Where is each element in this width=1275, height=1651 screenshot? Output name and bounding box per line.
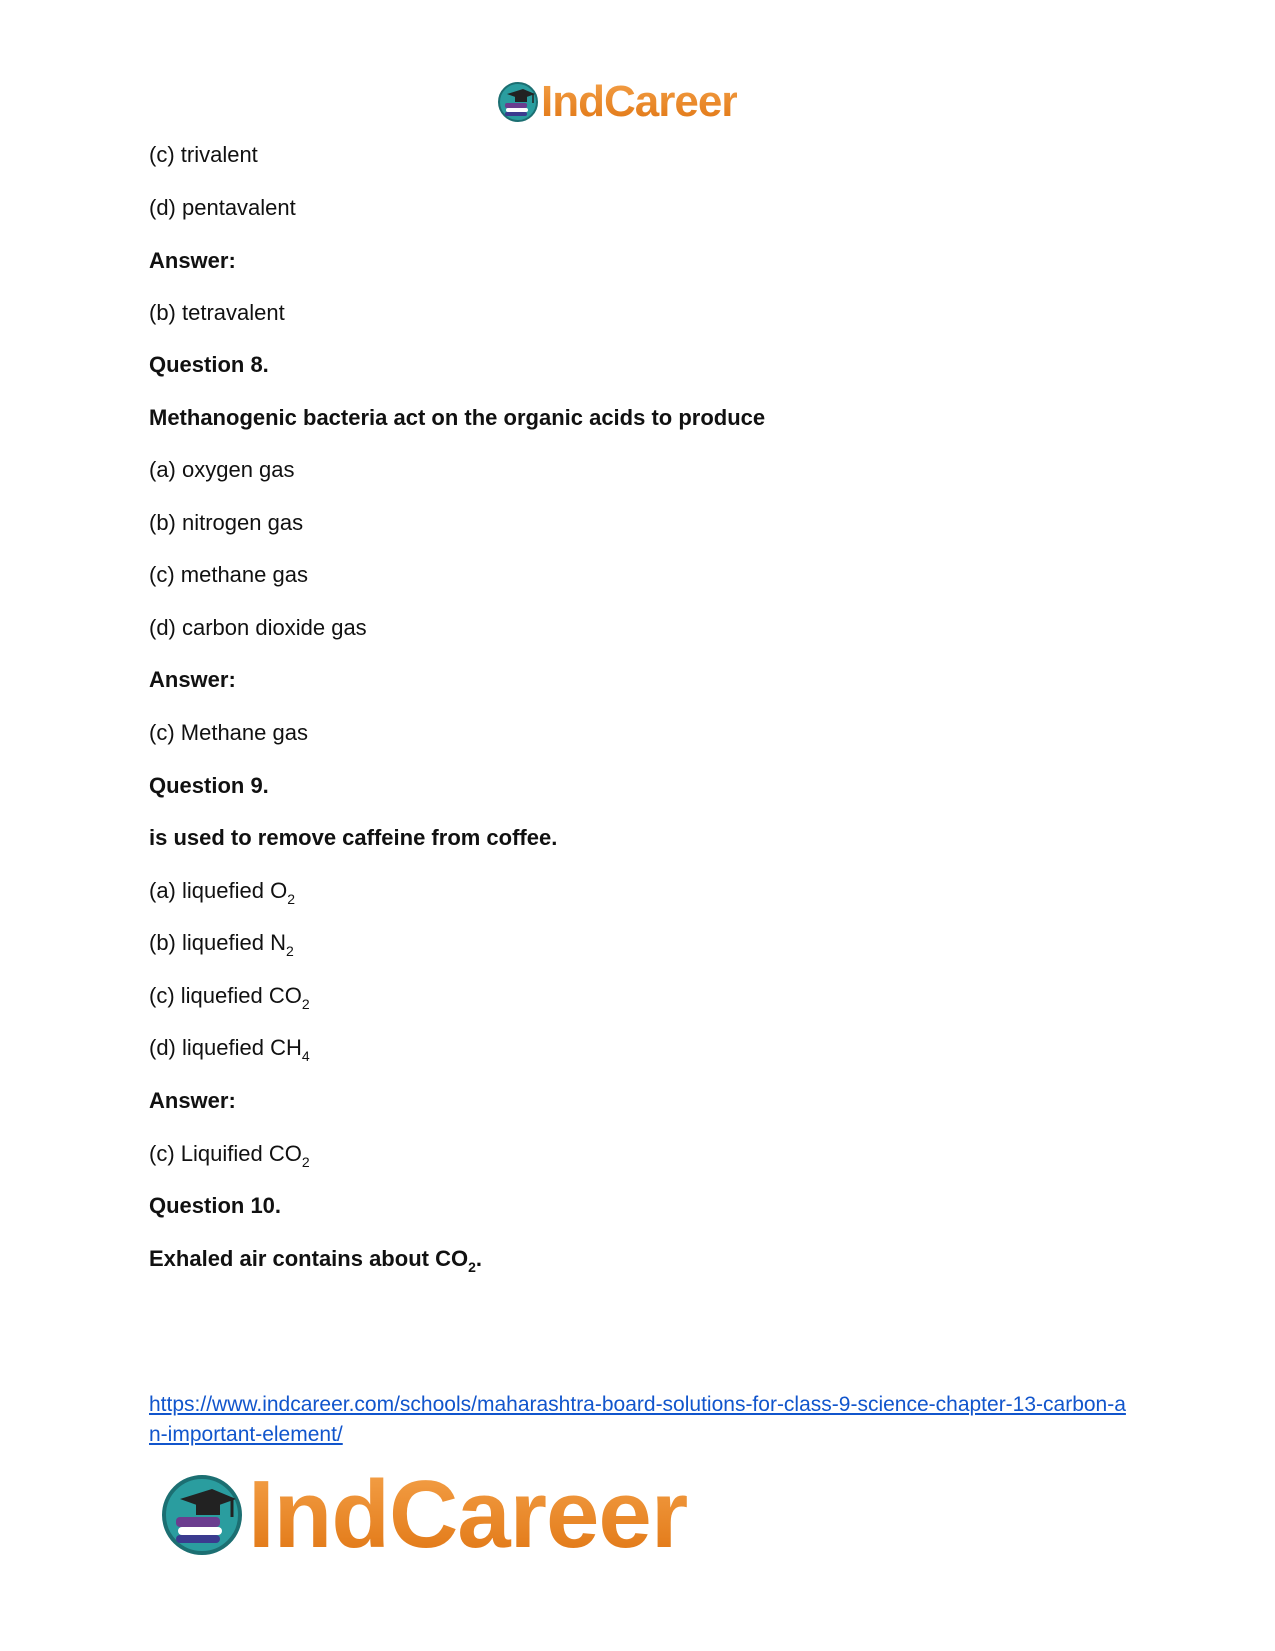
answer-value: (c) Liquified CO [149, 1141, 302, 1166]
option-b: (b) nitrogen gas [149, 510, 304, 535]
subscript: 2 [301, 996, 310, 1012]
option-text: (a) liquefied O [149, 878, 288, 903]
option-d: (d) carbon dioxide gas [149, 615, 367, 640]
option-c: (c) methane gas [149, 562, 308, 587]
question-value: Exhaled air contains about CO [149, 1246, 469, 1271]
source-link[interactable]: https://www.indcareer.com/schools/maharashtra-board-solutions-for-class-9-science-chapter-13-carbon-an-important-element/ [149, 1393, 1126, 1446]
footer-logo [160, 1461, 688, 1568]
answer-label: Answer: [149, 667, 236, 692]
option-a [149, 878, 295, 907]
logo-wordmark: IndCareer [248, 1461, 688, 1568]
subscript: 4 [301, 1048, 310, 1064]
question-text: is used to remove caffeine from coffee. [149, 825, 558, 850]
option-text: (d) liquefied CH [149, 1035, 302, 1060]
option-b [149, 930, 294, 959]
subscript: 2 [301, 1154, 310, 1170]
option-c-trivalent: (c) trivalent [149, 142, 258, 167]
question-heading: Question 9. [149, 773, 269, 798]
option-d [149, 1035, 310, 1064]
subscript: 2 [468, 1259, 476, 1275]
graduation-cap-icon [160, 1473, 244, 1557]
answer-text: (b) tetravalent [149, 300, 285, 325]
question-heading: Question 8. [149, 352, 269, 377]
question-text: Methanogenic bacteria act on the organic acids to produce [149, 405, 766, 430]
option-text: (b) liquefied N [149, 930, 286, 955]
option-text: (c) liquefied CO [149, 983, 302, 1008]
logo-wordmark: IndCareer [541, 77, 738, 126]
option-a: (a) oxygen gas [149, 457, 295, 482]
subscript: 2 [285, 943, 294, 959]
header-logo [497, 78, 737, 126]
answer-text [149, 1141, 310, 1170]
question-end: . [475, 1246, 482, 1271]
graduation-cap-icon [497, 81, 539, 123]
answer-label: Answer: [149, 248, 236, 273]
option-d-pentavalent: (d) pentavalent [149, 195, 296, 220]
subscript: 2 [287, 891, 295, 907]
answer-label: Answer: [149, 1088, 236, 1113]
option-c [149, 983, 310, 1012]
question-heading: Question 10. [149, 1193, 282, 1218]
question-text [149, 1246, 482, 1275]
answer-text: (c) Methane gas [149, 720, 308, 745]
